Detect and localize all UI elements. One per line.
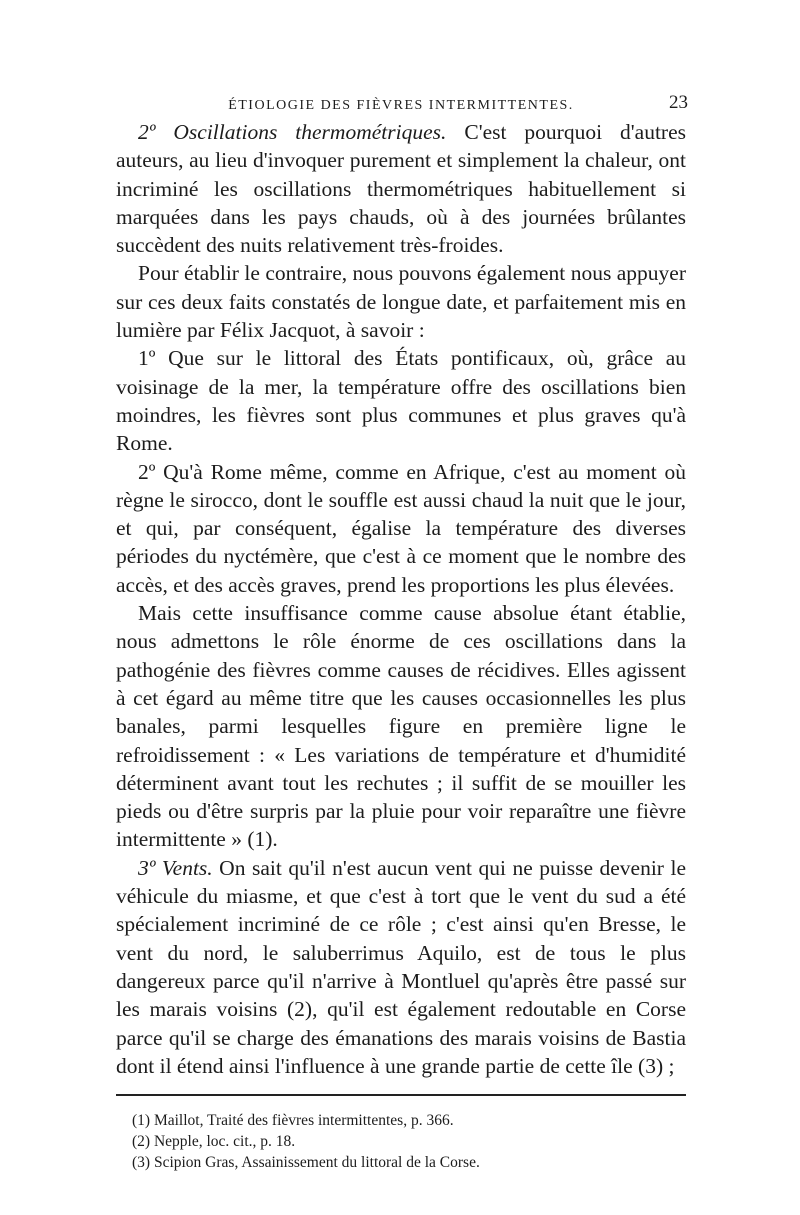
running-head (116, 92, 686, 118)
paragraph-establish-contrary (116, 259, 686, 344)
paragraph-text: C'est pourquoi d'autres auteurs, au lieu d'invoquer purement et simplement la chaleur, ont incriminé les oscillations thermométriques habituellement si marquées dans les pays chauds, où à des journées brûlantes succèdent des nuits relativement très-froides. (116, 120, 686, 258)
paragraph-text: Mais cette insuffisance comme cause absolue étant établie, nous admettons le rôle énorme de ces oscillations dans la pathogénie des fièvres comme causes de récidives. Elles agissent à cet égard au même titre que les causes occasionnelles les plus banales, parmi lesquelles figure en première ligne le refroidissement : « Les variations de température et d'humidité déterminent avant tout les rechutes ; il suffit de se mouiller les pieds ou d'être surpris par la pluie pour voir reparaître une fièvre intermittente » (1). (116, 601, 686, 852)
paragraph-point-one (116, 344, 686, 457)
section-heading-winds: 3º Vents. (138, 855, 213, 880)
section-heading-oscillations: 2º Oscillations thermométriques. (138, 120, 447, 144)
paragraph-text: On sait qu'il n'est aucun vent qui ne puisse devenir le véhicule du miasme, et que c'est à tort que le vent du sud a été spécialement incriminé de ce rôle ; c'est ainsi qu'en Bresse, le vent du nord, le saluberrimus Aquilo, est de tous le plus dangereux parce qu'il n'arrive à Montluel qu'après être passé sur les marais voisins (2), qu'il est également redoutable en Corse parce qu'il se charge des émanations des marais voisins de Bastia dont il étend ainsi l'influence à une grande partie de cette île (3) ; (116, 855, 686, 1078)
paragraph-text: Pour établir le contraire, nous pouvons également nous appuyer sur ces deux faits constatés de longue date, et parfaitement mis en lumière par Félix Jacquot, à savoir : (116, 261, 686, 343)
footnote-divider (116, 1094, 686, 1096)
page-number: 23 (669, 92, 688, 113)
paragraph-insufficiency (116, 599, 686, 854)
footnote-1: (1) Maillot, Traité des fièvres intermittentes, p. 366. (132, 1112, 454, 1130)
footnote-2: (2) Nepple, loc. cit., p. 18. (132, 1133, 296, 1151)
paragraph-text: 1º Que sur le littoral des États pontificaux, où, grâce au voisinage de la mer, la température offre des oscillations bien moindres, les fièvres sont plus communes et plus graves qu'à Rome. (116, 346, 686, 456)
paragraph-thermometric-oscillations (116, 118, 686, 259)
paragraph-winds (116, 854, 686, 1080)
running-title: ÉTIOLOGIE DES FIÈVRES INTERMITTENTES. (228, 98, 574, 113)
footnote-3: (3) Scipion Gras, Assainissement du littoral de la Corse. (132, 1154, 480, 1172)
paragraph-text: 2º Qu'à Rome même, comme en Afrique, c'est au moment où règne le sirocco, dont le souffle est aussi chaud la nuit que le jour, et qui, par conséquent, égalise la température des diverses périodes du nyctémère, que c'est à ce moment que le nombre des accès, et des accès graves, prend les proportions les plus élevées. (116, 459, 686, 597)
book-page (116, 92, 686, 1173)
paragraph-point-two (116, 458, 686, 599)
